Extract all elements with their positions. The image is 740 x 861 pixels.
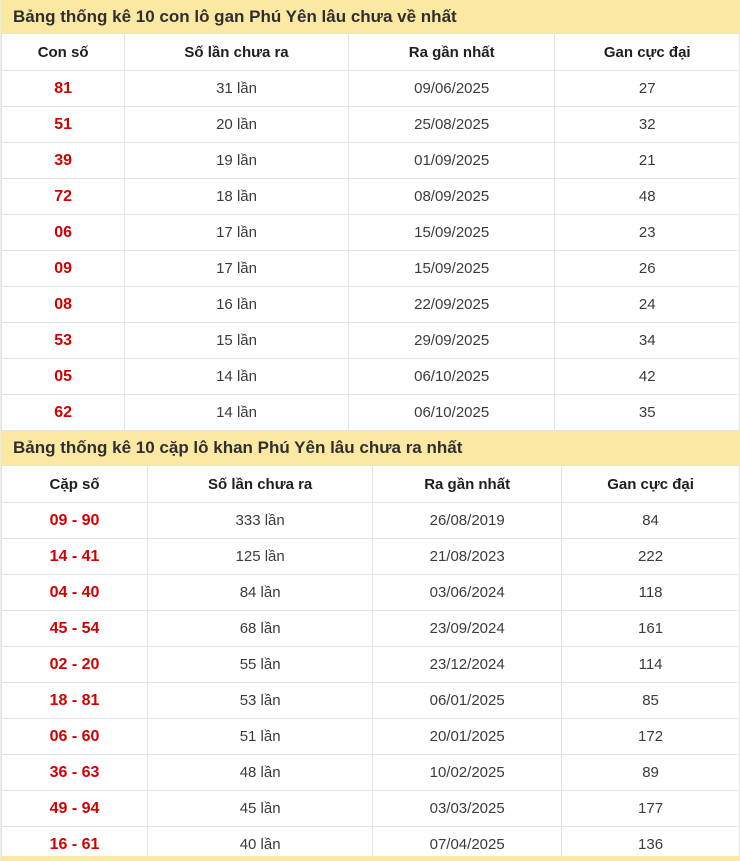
times-not-drawn-cell: 16 lần — [125, 287, 349, 323]
table-row — [2, 755, 740, 791]
last-drawn-date-cell: 26/08/2019 — [373, 503, 562, 539]
times-not-drawn-cell: 15 lần — [125, 323, 349, 359]
table-row — [2, 539, 740, 575]
table-row — [2, 575, 740, 611]
lottery-number-cell: 02 - 20 — [2, 647, 148, 683]
table-row — [2, 719, 740, 755]
lottery-number-cell: 06 — [2, 215, 125, 251]
last-drawn-date-cell: 01/09/2025 — [348, 143, 555, 179]
max-gap-cell: 85 — [562, 683, 740, 719]
table-row — [2, 215, 740, 251]
last-drawn-date-cell: 06/01/2025 — [373, 683, 562, 719]
max-gap-cell: 24 — [555, 287, 740, 323]
max-gap-cell: 34 — [555, 323, 740, 359]
lottery-number-cell: 05 — [2, 359, 125, 395]
max-gap-cell: 89 — [562, 755, 740, 791]
lottery-number-cell: 09 - 90 — [2, 503, 148, 539]
times-not-drawn-cell: 40 lần — [148, 827, 373, 861]
table-row — [2, 251, 740, 287]
times-not-drawn-cell: 51 lần — [148, 719, 373, 755]
last-drawn-date-cell: 09/06/2025 — [348, 71, 555, 107]
table-header-row — [2, 34, 740, 71]
max-gap-cell: 136 — [562, 827, 740, 861]
khan-table-body — [2, 503, 740, 861]
table-row — [2, 107, 740, 143]
table-row — [2, 683, 740, 719]
max-gap-cell: 42 — [555, 359, 740, 395]
max-gap-cell: 23 — [555, 215, 740, 251]
lottery-number-cell: 51 — [2, 107, 125, 143]
column-header-pair: Cặp số — [2, 466, 148, 503]
times-not-drawn-cell: 68 lần — [148, 611, 373, 647]
column-header-max-gap: Gan cực đại — [562, 466, 740, 503]
times-not-drawn-cell: 84 lần — [148, 575, 373, 611]
times-not-drawn-cell: 333 lần — [148, 503, 373, 539]
table-row — [2, 647, 740, 683]
table-row — [2, 287, 740, 323]
lottery-number-cell: 39 — [2, 143, 125, 179]
times-not-drawn-cell: 125 lần — [148, 539, 373, 575]
times-not-drawn-cell: 19 lần — [125, 143, 349, 179]
times-not-drawn-cell: 17 lần — [125, 251, 349, 287]
gan-table-body — [2, 71, 740, 431]
last-drawn-date-cell: 03/03/2025 — [373, 791, 562, 827]
max-gap-cell: 161 — [562, 611, 740, 647]
khan-table — [1, 465, 740, 861]
table-row — [2, 359, 740, 395]
last-drawn-date-cell: 20/01/2025 — [373, 719, 562, 755]
table-row — [2, 611, 740, 647]
last-drawn-date-cell: 06/10/2025 — [348, 395, 555, 431]
column-header-times-missed: Số lần chưa ra — [148, 466, 373, 503]
max-gap-cell: 84 — [562, 503, 740, 539]
lottery-number-cell: 49 - 94 — [2, 791, 148, 827]
times-not-drawn-cell: 17 lần — [125, 215, 349, 251]
last-drawn-date-cell: 08/09/2025 — [348, 179, 555, 215]
lottery-number-cell: 06 - 60 — [2, 719, 148, 755]
lottery-number-cell: 09 — [2, 251, 125, 287]
lottery-number-cell: 45 - 54 — [2, 611, 148, 647]
last-drawn-date-cell: 22/09/2025 — [348, 287, 555, 323]
table-row — [2, 71, 740, 107]
column-header-max-gap: Gan cực đại — [555, 34, 740, 71]
max-gap-cell: 118 — [562, 575, 740, 611]
table-row — [2, 503, 740, 539]
last-drawn-date-cell: 07/04/2025 — [373, 827, 562, 861]
times-not-drawn-cell: 48 lần — [148, 755, 373, 791]
max-gap-cell: 27 — [555, 71, 740, 107]
max-gap-cell: 32 — [555, 107, 740, 143]
lottery-number-cell: 53 — [2, 323, 125, 359]
lottery-number-cell: 14 - 41 — [2, 539, 148, 575]
max-gap-cell: 35 — [555, 395, 740, 431]
khan-table-title: Bảng thống kê 10 cặp lô khan Phú Yên lâu chưa ra nhất — [1, 431, 740, 465]
max-gap-cell: 222 — [562, 539, 740, 575]
last-drawn-date-cell: 15/09/2025 — [348, 215, 555, 251]
last-drawn-date-cell: 23/12/2024 — [373, 647, 562, 683]
lottery-number-cell: 62 — [2, 395, 125, 431]
table-row — [2, 179, 740, 215]
lottery-number-cell: 81 — [2, 71, 125, 107]
last-drawn-date-cell: 03/06/2024 — [373, 575, 562, 611]
lottery-number-cell: 16 - 61 — [2, 827, 148, 861]
times-not-drawn-cell: 14 lần — [125, 395, 349, 431]
max-gap-cell: 21 — [555, 143, 740, 179]
table-row — [2, 143, 740, 179]
max-gap-cell: 172 — [562, 719, 740, 755]
gan-table-header — [2, 34, 740, 71]
column-header-last-drawn: Ra gần nhất — [373, 466, 562, 503]
lottery-number-cell: 04 - 40 — [2, 575, 148, 611]
times-not-drawn-cell: 53 lần — [148, 683, 373, 719]
table-row — [2, 323, 740, 359]
last-drawn-date-cell: 15/09/2025 — [348, 251, 555, 287]
column-header-number: Con số — [2, 34, 125, 71]
times-not-drawn-cell: 14 lần — [125, 359, 349, 395]
last-drawn-date-cell: 29/09/2025 — [348, 323, 555, 359]
times-not-drawn-cell: 55 lần — [148, 647, 373, 683]
times-not-drawn-cell: 20 lần — [125, 107, 349, 143]
column-header-last-drawn: Ra gần nhất — [348, 34, 555, 71]
lottery-number-cell: 36 - 63 — [2, 755, 148, 791]
gan-table — [1, 33, 740, 431]
lottery-number-cell: 08 — [2, 287, 125, 323]
max-gap-cell: 26 — [555, 251, 740, 287]
column-header-times-missed: Số lần chưa ra — [125, 34, 349, 71]
table-header-row — [2, 466, 740, 503]
last-drawn-date-cell: 21/08/2023 — [373, 539, 562, 575]
max-gap-cell: 48 — [555, 179, 740, 215]
gan-table-title: Bảng thống kê 10 con lô gan Phú Yên lâu chưa về nhất — [1, 0, 740, 33]
last-drawn-date-cell: 23/09/2024 — [373, 611, 562, 647]
khan-table-header — [2, 466, 740, 503]
table-row — [2, 395, 740, 431]
lottery-number-cell: 18 - 81 — [2, 683, 148, 719]
times-not-drawn-cell: 18 lần — [125, 179, 349, 215]
lottery-number-cell: 72 — [2, 179, 125, 215]
last-drawn-date-cell: 10/02/2025 — [373, 755, 562, 791]
times-not-drawn-cell: 45 lần — [148, 791, 373, 827]
max-gap-cell: 114 — [562, 647, 740, 683]
times-not-drawn-cell: 31 lần — [125, 71, 349, 107]
table-row — [2, 791, 740, 827]
last-drawn-date-cell: 25/08/2025 — [348, 107, 555, 143]
last-drawn-date-cell: 06/10/2025 — [348, 359, 555, 395]
max-gap-cell: 177 — [562, 791, 740, 827]
next-section-header-strip — [1, 856, 740, 861]
